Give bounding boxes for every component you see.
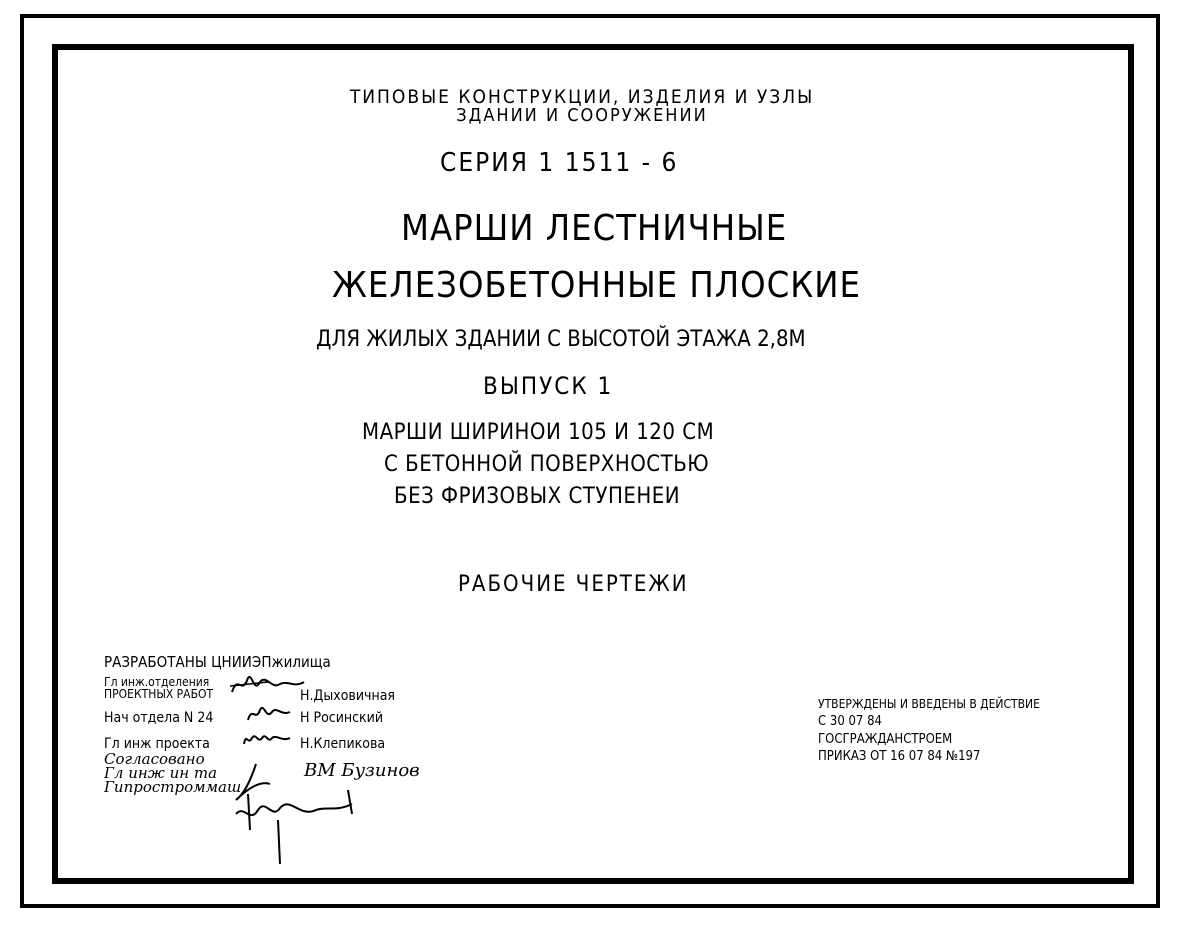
- series-number: СЕРИЯ 1 1511 - 6: [440, 148, 679, 178]
- approved-line-1: Согласовано: [104, 750, 205, 768]
- signature-1-icon: [228, 670, 308, 700]
- signature-2-icon: [244, 700, 294, 726]
- title-line-2: ЖЕЛЕЗОБЕТОННЫЕ ПЛОСКИЕ: [332, 265, 861, 306]
- description-line-2: С БЕТОННОЙ ПОВЕРХНОСТЬЮ: [384, 452, 710, 477]
- approval-line-4: ПРИКАЗ ОТ 16 07 84 №197: [818, 749, 981, 764]
- approved-line-2: Гл инж ин та: [104, 764, 218, 782]
- approval-line-1: УТВЕРЖДЕНЫ И ВВЕДЕНЫ В ДЕЙСТВИЕ: [818, 697, 1040, 711]
- role-1-line-1: Гл инж.отделения: [104, 675, 210, 689]
- name-4: ВМ Бузинов: [304, 760, 420, 781]
- name-1: Н.Дыховичная: [300, 688, 395, 704]
- subtitle: ДЛЯ ЖИЛЫХ ЗДАНИИ С ВЫСОТОЙ ЭТАЖА 2,8М: [316, 327, 806, 352]
- signature-4-icon: [226, 760, 366, 868]
- signature-3-icon: [240, 728, 294, 750]
- name-3: Н.Клепикова: [300, 736, 386, 752]
- approval-line-2: С 30 07 84: [818, 714, 882, 729]
- issue-number: ВЫПУСК 1: [483, 372, 614, 400]
- header-line-1: ТИПОВЫЕ КОНСТРУКЦИИ, ИЗДЕЛИЯ И УЗЛЫ: [349, 86, 815, 108]
- description-line-3: БЕЗ ФРИЗОВЫХ СТУПЕНЕИ: [394, 484, 681, 509]
- approved-line-3: Гипростроммаш: [104, 778, 242, 796]
- role-3: Гл инж проекта: [104, 736, 210, 752]
- developed-heading: РАЗРАБОТАНЫ ЦНИИЭПжилища: [104, 653, 331, 671]
- title-line-1: МАРШИ ЛЕСТНИЧНЫЕ: [401, 208, 788, 249]
- role-2: Нач отдела N 24: [104, 710, 214, 726]
- document-type: РАБОЧИЕ ЧЕРТЕЖИ: [458, 572, 689, 597]
- header-line-2: ЗДАНИИ И СООРУЖЕНИИ: [456, 105, 708, 126]
- approval-line-3: ГОСГРАЖДАНСТРОЕМ: [818, 732, 953, 747]
- description-line-1: МАРШИ ШИРИНОИ 105 И 120 СМ: [362, 420, 715, 445]
- name-2: Н Росинский: [300, 710, 384, 726]
- role-1-line-2: ПРОЕКТНЫХ РАБОТ: [104, 687, 214, 701]
